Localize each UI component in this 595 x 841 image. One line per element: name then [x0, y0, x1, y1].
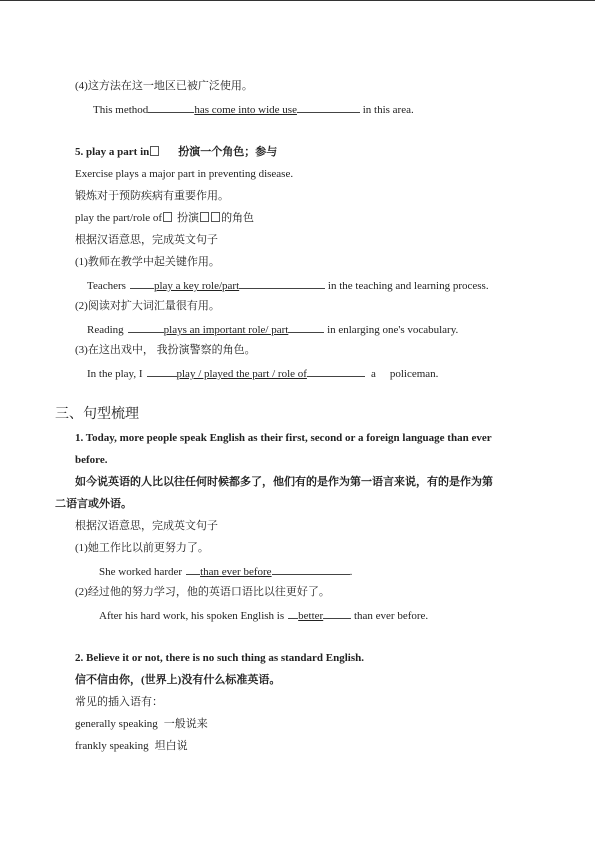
s1q2-prefix: After his hard work, his spoken English is [99, 610, 285, 622]
q3-suffix: policeman. [389, 368, 439, 380]
phrase-5-example-cn: 锻炼对于预防疾病有重要作用。 [75, 190, 229, 202]
sentence-1-english-line2: before. [75, 454, 108, 466]
placeholder-box [200, 212, 209, 222]
answer-blank[interactable] [186, 563, 200, 575]
answer-blank[interactable] [148, 101, 194, 113]
q3-answer: play / played the part / role of [176, 368, 307, 380]
phrase-5-q2-sentence [87, 321, 458, 337]
answer-blank[interactable] [288, 607, 298, 619]
page-top-rule [0, 0, 595, 1]
sentence-1-instruction: 根据汉语意思，完成英文句子 [75, 520, 218, 532]
q2-suffix: in enlarging one's vocabulary. [327, 324, 459, 336]
phrase-5-instruction: 根据汉语意思，完成英文句子 [75, 234, 218, 246]
section-heading: 三、句型梳理 [55, 406, 139, 422]
sentence-1-q1-chinese: (1)她工作比以前更努力了。 [75, 542, 209, 554]
sentence-1-chinese-line2: 二语言或外语。 [55, 498, 132, 510]
q3-article: a [370, 368, 376, 380]
sentence-1-q1-sentence [99, 563, 352, 579]
phrase-5-q3-sentence [87, 365, 438, 381]
parenthetical-label: 常见的插入语有： [75, 696, 163, 708]
s1q1-prefix: She worked harder [99, 566, 183, 578]
sentence-1-q2-chinese: (2)经过他的努力学习，他的英语口语比以往更好了。 [75, 586, 330, 598]
exercise-4-prefix: This method [93, 104, 149, 116]
variant-en: play the part/role of [75, 212, 163, 224]
q2-answer: plays an important role/ part [163, 324, 289, 336]
parenthetical-item [75, 739, 188, 753]
answer-blank[interactable] [128, 321, 164, 333]
sentence-2-english: 2. Believe it or not, there is no such thing as standard English. [75, 652, 364, 664]
sentence-1-english-line1: 1. Today, more people speak English as their first, second or a foreign language than ever [75, 432, 492, 444]
parenthetical-en: generally speaking [75, 718, 158, 730]
answer-blank[interactable] [323, 607, 351, 619]
phrase-5-heading [75, 145, 277, 159]
s1q2-answer: better [298, 610, 324, 622]
phrase-5-title: 5. play a part in [75, 146, 150, 158]
q2-prefix: Reading [87, 324, 124, 336]
phrase-5-variant [75, 211, 254, 225]
answer-blank[interactable] [288, 321, 324, 333]
answer-blank[interactable] [239, 277, 325, 289]
s1q1-answer: than ever before [200, 566, 272, 578]
phrase-5-q1-sentence [87, 277, 489, 293]
sentence-1-q2-sentence [99, 607, 428, 623]
variant-cn: 扮演 [177, 212, 200, 224]
q1-prefix: Teachers [87, 280, 126, 292]
answer-blank[interactable] [272, 563, 350, 575]
phrase-5-q1-chinese: (1)教师在教学中起关键作用。 [75, 256, 220, 268]
q1-suffix: in the teaching and learning process. [327, 280, 489, 292]
phrase-5-q3-chinese: (3)在这出戏中， 我扮演警察的角色。 [75, 344, 256, 356]
sentence-2-chinese: 信不信由你，(世界上)没有什么标准英语。 [75, 674, 281, 686]
answer-blank[interactable] [297, 101, 360, 113]
phrase-5-example-en: Exercise plays a major part in preventing disease. [75, 168, 294, 180]
sentence-1-chinese-line1: 如今说英语的人比以往任何时候都多了，他们有的是作为第一语言来说，有的是作为第 [75, 476, 493, 488]
answer-blank[interactable] [130, 277, 154, 289]
variant-cn-suffix: 的角色 [221, 212, 255, 224]
s1q2-suffix: than ever before. [353, 610, 429, 622]
placeholder-box [211, 212, 220, 222]
q1-answer: play a key role/part [153, 280, 240, 292]
placeholder-box [150, 146, 159, 156]
placeholder-box [163, 212, 172, 222]
phrase-5-q2-chinese: (2)阅读对扩大词汇量很有用。 [75, 300, 220, 312]
exercise-4-sentence [93, 101, 414, 117]
exercise-4-chinese: (4)这方法在这一地区已被广泛使用。 [75, 80, 253, 92]
parenthetical-item [75, 717, 208, 731]
s1q1-suffix: . [349, 566, 353, 578]
q3-prefix: In the play, I [87, 368, 143, 380]
exercise-4-suffix: in this area. [362, 104, 414, 116]
parenthetical-en: frankly speaking [75, 740, 149, 752]
phrase-5-meaning: 扮演一个角色；参与 [178, 146, 278, 158]
answer-blank[interactable] [147, 365, 177, 377]
answer-blank[interactable] [307, 365, 365, 377]
exercise-4-answer: has come into wide use [194, 104, 297, 116]
parenthetical-cn: 一般说来 [163, 718, 208, 730]
parenthetical-cn: 坦白说 [154, 740, 188, 752]
